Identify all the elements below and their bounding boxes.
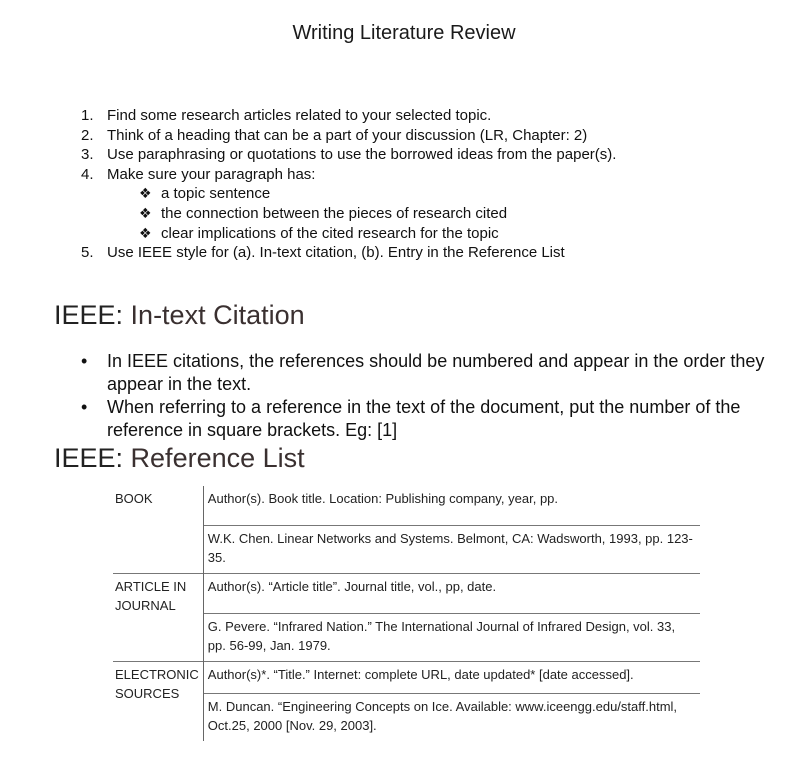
step-text: Find some research articles related to your selected topic. [107, 107, 492, 124]
list-item [78, 126, 616, 146]
sub-point-text: a topic sentence [161, 185, 271, 203]
step-text: Use IEEE style for (a). In-text citation, (b). Entry in the Reference List [107, 244, 565, 262]
diamond-bullet-icon: ❖ [139, 204, 152, 221]
list-item [78, 145, 616, 165]
step-number: 1. [81, 107, 94, 124]
step-text: Make sure your paragraph has: [107, 165, 316, 183]
in-text-citation-heading [54, 300, 305, 331]
list-item [78, 165, 616, 243]
step-number: 3. [81, 146, 94, 164]
heading-text: In-text Citation [130, 300, 305, 330]
bullet-text: When referring to a reference in the text of the document, put the number of the reference in square brackets. Eg: [1] [107, 397, 741, 440]
steps-list [78, 106, 616, 263]
bullet-icon: • [81, 351, 88, 371]
diamond-bullet-icon: ❖ [139, 224, 152, 241]
table-row [113, 574, 700, 614]
reference-example: W.K. Chen. Linear Networks and Systems. Belmont, CA: Wadsworth, 1993, pp. 123-35. [203, 526, 700, 574]
list-item [78, 243, 616, 263]
reference-category: ARTICLE IN JOURNAL [113, 574, 203, 662]
step-text: Use paraphrasing or quotations to use the borrowed ideas from the paper(s). [107, 146, 617, 164]
sub-point [107, 184, 616, 204]
reference-category: BOOK [113, 486, 203, 574]
reference-list-heading [54, 443, 305, 474]
heading-text: Reference List [130, 443, 305, 473]
reference-category: ELECTRONIC SOURCES [113, 662, 203, 742]
list-item [80, 396, 780, 442]
step-number: 5. [81, 244, 94, 262]
step-number: 2. [81, 126, 94, 144]
table-row [113, 486, 700, 526]
sub-point-text: the connection between the pieces of research cited [161, 204, 508, 222]
page-title: Writing Literature Review [292, 22, 516, 44]
sub-point-text: clear implications of the cited research for the topic [161, 224, 499, 242]
sub-point [107, 224, 616, 244]
reference-example: G. Pevere. “Infrared Nation.” The International Journal of Infrared Design, vol. 33, pp. 56-99, Jan. 1979. [203, 614, 700, 662]
bullet-text: In IEEE citations, the references should be numbered and appear in the order they appear in the text. [107, 351, 765, 394]
reference-example: M. Duncan. “Engineering Concepts on Ice. Available: www.iceengg.edu/staff.html, Oct.25, 2000 [Nov. 29, 2003]. [203, 694, 700, 742]
in-text-bullets [80, 350, 780, 442]
list-item [80, 350, 780, 396]
list-item [78, 106, 616, 126]
sub-points-list [107, 184, 616, 243]
step-text: Think of a heading that can be a part of your discussion (LR, Chapter: 2) [107, 126, 588, 144]
step-number: 4. [81, 165, 94, 183]
heading-prefix: IEEE: [54, 300, 124, 330]
reference-format: Author(s). “Article title”. Journal title, vol., pp, date. [203, 574, 700, 614]
reference-table [113, 486, 700, 741]
diamond-bullet-icon: ❖ [139, 185, 152, 202]
sub-point [107, 204, 616, 224]
heading-prefix: IEEE: [54, 443, 124, 473]
reference-format: Author(s)*. “Title.” Internet: complete URL, date updated* [date accessed]. [203, 662, 700, 694]
reference-format: Author(s). Book title. Location: Publishing company, year, pp. [207, 491, 559, 506]
table-row [113, 662, 700, 694]
bullet-icon: • [81, 397, 88, 417]
